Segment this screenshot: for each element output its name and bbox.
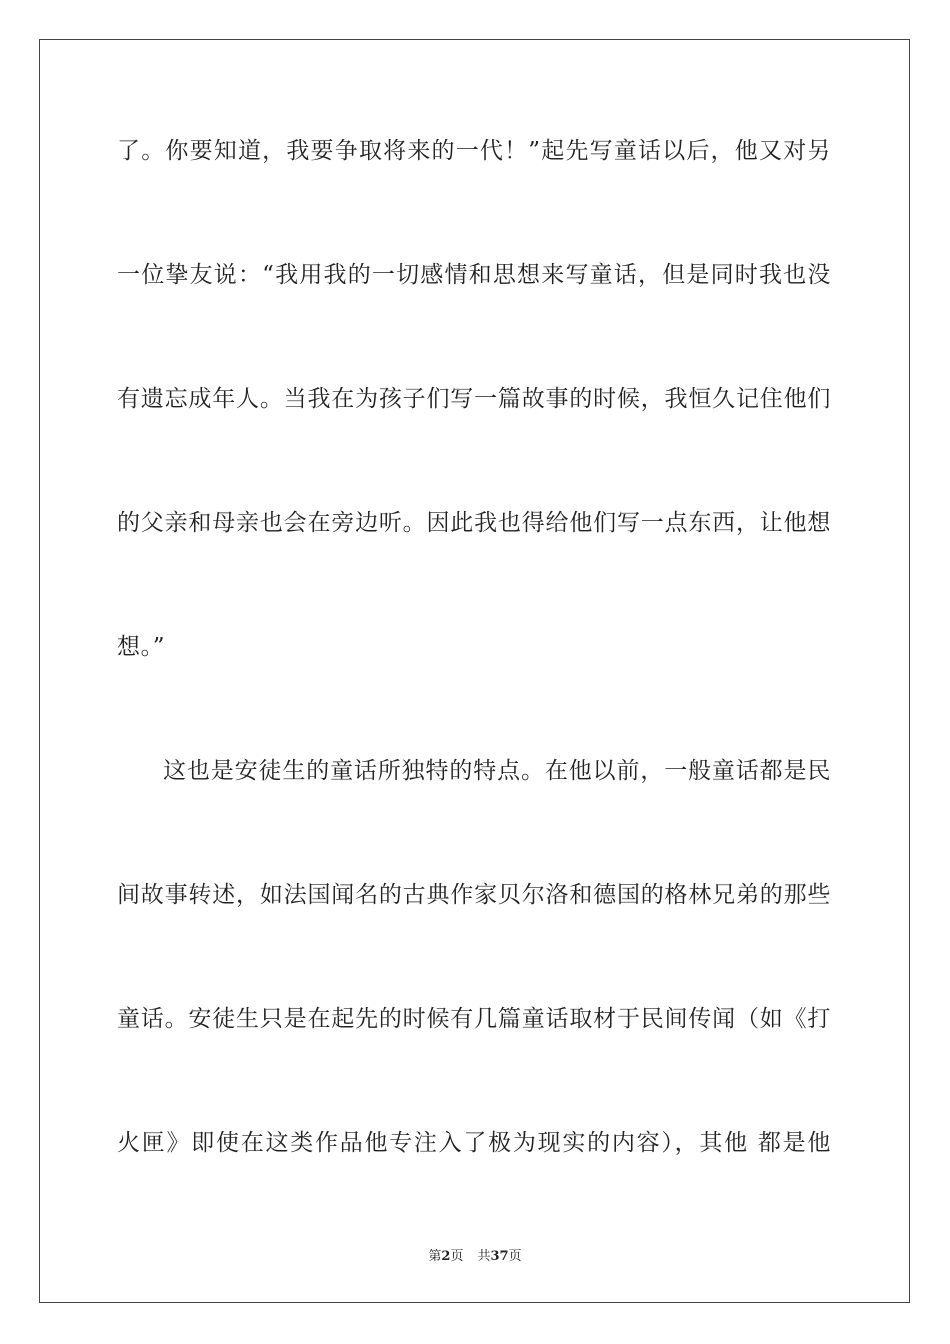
text-line-5: 想。”: [117, 634, 166, 660]
text-line-2: 一位挚友说：“我用我的一切感情和思想来写童话，但是同时我也没: [117, 262, 831, 288]
text-line-9: 火匣》即使在这类作品他专注入了极为现实的内容），其他 都是他: [117, 1130, 831, 1156]
page-suffix: 页: [450, 1249, 464, 1264]
page-border: [39, 39, 910, 1303]
text-line-7: 间故事转述，如法国闻名的古典作家贝尔洛和德国的格林兄弟的那些: [117, 882, 831, 908]
text-line-3: 有遗忘成年人。当我在为孩子们写一篇故事的时候，我恒久记住他们: [117, 386, 831, 412]
page-prefix: 第: [428, 1249, 442, 1264]
page-number: 2: [441, 1249, 451, 1264]
total-suffix: 页: [508, 1249, 522, 1264]
total-prefix: 共: [477, 1249, 491, 1264]
page-footer: [0, 1248, 950, 1266]
text-line-4: 的父亲和母亲也会在旁边听。因此我也得给他们写一点东西，让他想: [117, 510, 831, 536]
text-line-8: 童话。安徒生只是在起先的时候有几篇童话取材于民间传闻（如《打: [117, 1006, 831, 1032]
total-pages: 37: [490, 1249, 509, 1264]
text-line-1: 了。你要知道，我要争取将来的一代！”起先写童话以后，他又对另: [117, 138, 831, 164]
text-line-6-paragraph-start: 这也是安徒生的童话所独特的特点。在他以前，一般童话都是民: [163, 758, 831, 784]
